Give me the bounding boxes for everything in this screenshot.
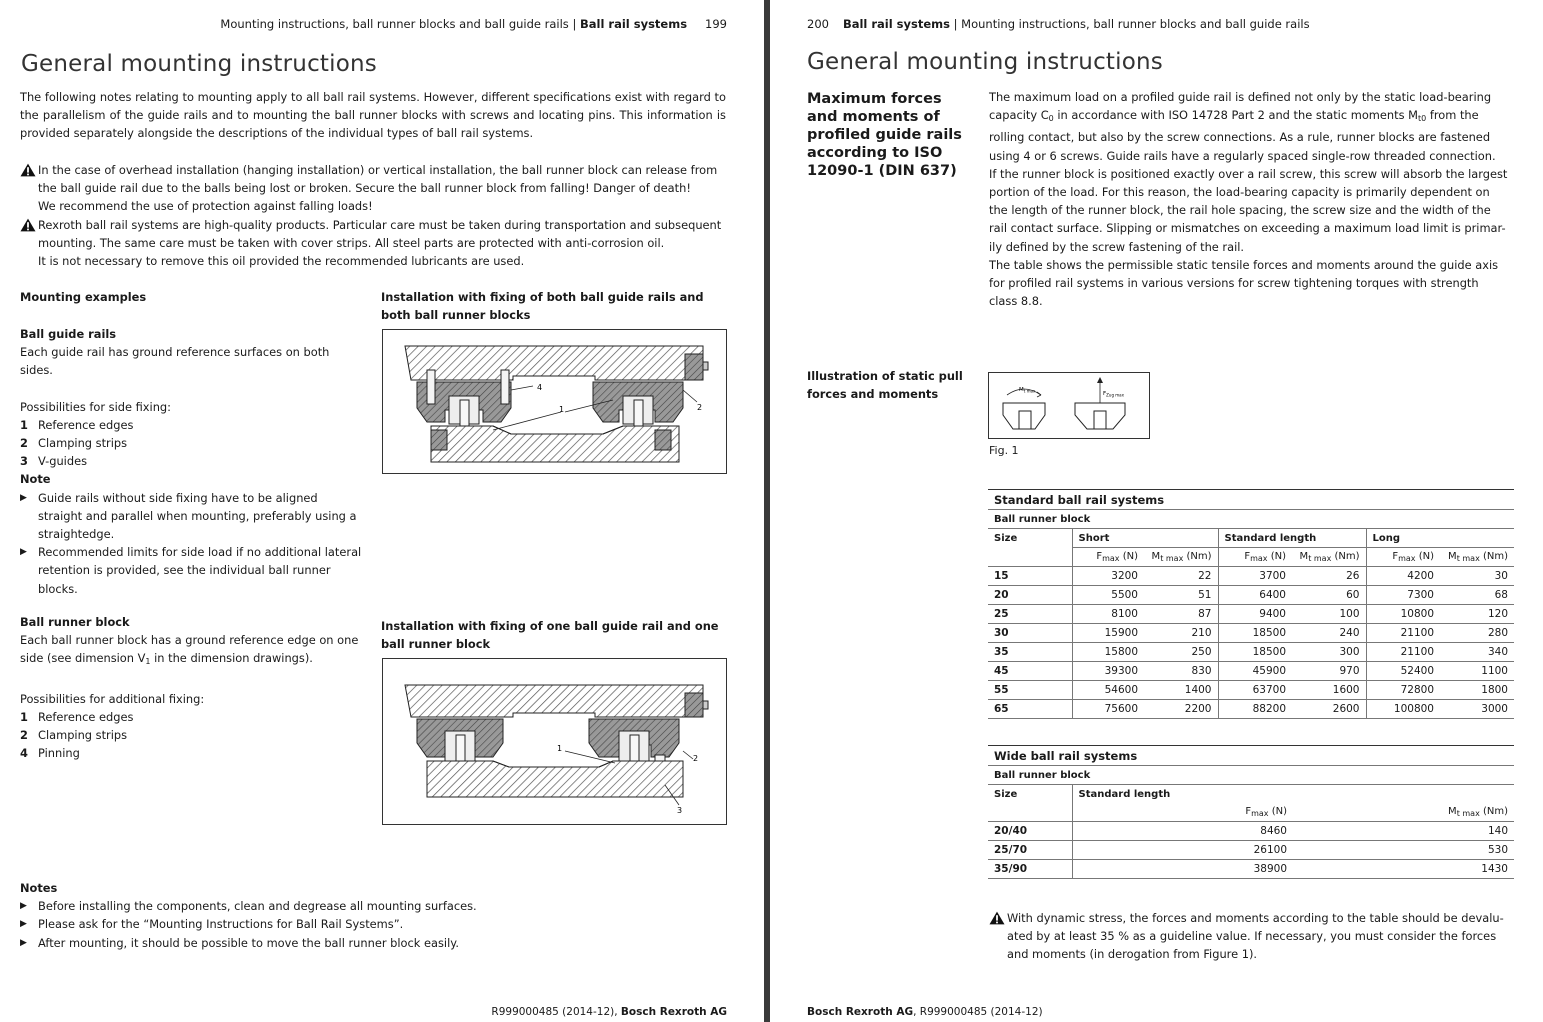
- cell-force: 38900: [1072, 860, 1293, 879]
- cell-moment: 240: [1292, 624, 1366, 643]
- subscript: 0: [1048, 114, 1054, 124]
- intro-paragraph: The following notes relating to mounting apply to all ball rail systems. However, different specifications exist with regard to the parallelism of the guide rails and to mounting the ball runner blocks with screws and locating pins. This information is provided separately alongside the descriptions of the individual types of ball rail systems.: [20, 90, 726, 141]
- table-row: [988, 681, 1514, 700]
- cell-moment: 1800: [1440, 681, 1514, 700]
- cell-moment: 2600: [1292, 700, 1366, 719]
- page-number: 199: [705, 17, 727, 31]
- list-item: [20, 489, 365, 544]
- fig1-drawing: [988, 372, 1150, 439]
- cell-moment: 250: [1144, 643, 1218, 662]
- cell-size: 30: [988, 624, 1072, 643]
- cell-force: 9400: [1218, 605, 1292, 624]
- text-part: in the dimension drawings).: [150, 651, 313, 666]
- callout-3: 3: [677, 806, 683, 815]
- right-page-header: [807, 17, 1310, 31]
- cell-force: 52400: [1366, 662, 1440, 681]
- item-number: 1: [20, 709, 28, 724]
- ball-runner-block-section: [20, 613, 365, 762]
- section-text: Each guide rail has ground reference surfaces on both sides.: [20, 345, 330, 378]
- header-chapter: | Mounting instructions, ball runner blocks and ball guide rails: [950, 17, 1310, 31]
- list-item: [20, 543, 365, 598]
- callout-2: 2: [697, 403, 703, 412]
- cell-force: 72800: [1366, 681, 1440, 700]
- warning-line: mounting. The same care must be taken with cover strips. All steel parts are protected with anti-corrosion oil.: [38, 235, 665, 250]
- cell-force: 4200: [1366, 567, 1440, 586]
- item-text: Recommended limits for side load if no additional lateral retention is provided, see the individual ball runner blocks.: [38, 545, 362, 596]
- cell-size: 45: [988, 662, 1072, 681]
- paragraph-line: ily defined by the screw fastening of the rail.: [989, 239, 1245, 254]
- column-group-header: Long: [1366, 529, 1514, 548]
- column-header-size: Size: [994, 788, 1018, 800]
- unit-header-f: $F_{max}$ (N): [1366, 548, 1440, 567]
- side-fixing-label: Possibilities for side fixing:: [20, 399, 171, 414]
- notes-heading: Notes: [20, 881, 58, 895]
- fig1-svg: [989, 373, 1149, 438]
- item-text: After mounting, it should be possible to move the ball runner block easily.: [38, 935, 459, 950]
- table-title: Standard ball rail systems: [988, 490, 1514, 510]
- max-forces-heading: Maximum forces and moments of profiled guide rails according to ISO 12090-1 (DIN 637): [807, 91, 962, 179]
- figure1-drawing: [382, 329, 727, 474]
- column-group-header: Standard length: [1218, 529, 1366, 548]
- callout-1: 1: [559, 405, 565, 414]
- cell-size: 35/90: [988, 860, 1072, 879]
- table-row: [988, 586, 1514, 605]
- cell-force: 15800: [1072, 643, 1144, 662]
- left-page-header: [220, 17, 727, 31]
- item-text: Reference edges: [38, 709, 134, 724]
- bullet-icon: ▶: [20, 901, 27, 912]
- table-row: [988, 822, 1514, 841]
- item-number: 2: [20, 436, 28, 451]
- list-item: [20, 708, 365, 726]
- footer-code: R999000485 (2014-12),: [491, 1006, 621, 1018]
- text-part: Each ball runner block has a ground reference edge on one side (see dimension V: [20, 633, 359, 666]
- cell-moment: 340: [1440, 643, 1514, 662]
- cell-force: 21100: [1366, 643, 1440, 662]
- max-forces-paragraph: [989, 88, 1524, 310]
- cell-force: 10800: [1366, 605, 1440, 624]
- ball-guide-rails-section: [20, 325, 365, 598]
- unit-header-row: [988, 803, 1514, 822]
- right-footer: [807, 1006, 1043, 1018]
- callout-2: 2: [693, 754, 699, 763]
- paragraph-line: for profiled rail systems in various versions for screw tightening torques with strength: [989, 276, 1479, 291]
- unit-header-m: $M_{t max}$ (Nm): [1293, 803, 1514, 822]
- table-row: [988, 605, 1514, 624]
- cell-moment: 1430: [1293, 860, 1514, 879]
- table-body: [988, 567, 1514, 719]
- figure2-svg: [383, 659, 726, 824]
- standard-ball-rail-table: [988, 489, 1514, 719]
- footer-code: , R999000485 (2014-12): [913, 1006, 1043, 1018]
- paragraph-line: [989, 106, 1524, 128]
- warning-line: With dynamic stress, the forces and moments according to the table should be devalu-: [1007, 911, 1504, 925]
- paragraph-line: rail contact surface. Slipping or mismatches on exceeding a maximum load limit is primar-: [989, 221, 1506, 236]
- cell-force: 100800: [1366, 700, 1440, 719]
- item-text: Please ask for the “Mounting Instructions for Ball Rail Systems”.: [38, 917, 404, 932]
- cell-force: 39300: [1072, 662, 1144, 681]
- cell-moment: 3000: [1440, 700, 1514, 719]
- paragraph-line: class 8.8.: [989, 294, 1043, 309]
- section-heading: Ball guide rails: [20, 327, 117, 341]
- column-header-size: Size: [994, 532, 1018, 544]
- cell-force: 88200: [1218, 700, 1292, 719]
- force-label: $F_{Zug max}$: [1103, 391, 1124, 398]
- subscript: 1: [145, 657, 151, 667]
- bullet-icon: ▶: [20, 547, 27, 558]
- item-text: Clamping strips: [38, 436, 128, 451]
- section-text: [20, 631, 365, 671]
- cell-size: 20/40: [988, 822, 1072, 841]
- notes-section: [20, 879, 720, 952]
- dynamic-stress-warning: [989, 909, 1524, 964]
- mounting-examples-heading: Mounting examples: [20, 290, 147, 304]
- list-item: [20, 434, 365, 452]
- cell-moment: 210: [1144, 624, 1218, 643]
- wide-ball-rail-table: [988, 745, 1514, 879]
- cell-moment: 60: [1292, 586, 1366, 605]
- item-number: 2: [20, 728, 28, 743]
- unit-header-row: [988, 548, 1514, 567]
- text-part: capacity C: [989, 108, 1049, 123]
- additional-fixing-label: Possibilities for additional fixing:: [20, 691, 205, 706]
- cell-force: 3700: [1218, 567, 1292, 586]
- figure2-drawing: [382, 658, 727, 825]
- unit-header-f: $F_{max}$ (N): [1072, 548, 1144, 567]
- figure1-caption: Installation with fixing of both ball guide rails and both ball runner blocks: [381, 290, 704, 323]
- page-title: General mounting instructions: [21, 51, 377, 77]
- cell-moment: 2200: [1144, 700, 1218, 719]
- cell-moment: 26: [1292, 567, 1366, 586]
- callout-1: 1: [557, 744, 563, 753]
- cell-moment: 970: [1292, 662, 1366, 681]
- table-row: [988, 643, 1514, 662]
- column-group-header: Short: [1072, 529, 1218, 548]
- warning-icon: [20, 216, 38, 234]
- item-text: Clamping strips: [38, 728, 128, 743]
- item-number: 1: [20, 417, 28, 432]
- cell-moment: 300: [1292, 643, 1366, 662]
- warning-line: Rexroth ball rail systems are high-quality products. Particular care must be taken during transportation and subsequent: [38, 217, 722, 232]
- unit-header-m: $M_{t max}$ (Nm): [1144, 548, 1218, 567]
- paragraph-line: The maximum load on a profiled guide rail is defined not only by the static load-bearing: [989, 90, 1492, 104]
- illustration-label: Illustration of static pull forces and moments: [807, 369, 963, 402]
- cell-size: 15: [988, 567, 1072, 586]
- cell-moment: 280: [1440, 624, 1514, 643]
- item-text: Before installing the components, clean and degrease all mounting surfaces.: [38, 899, 477, 914]
- warning-line: ated by at least 35 % as a guideline value. If necessary, you must consider the forces: [1007, 929, 1497, 944]
- side-fixing-list: [20, 416, 365, 471]
- item-number: 4: [20, 746, 28, 761]
- page-title: General mounting instructions: [807, 49, 1163, 75]
- table-subtitle: Ball runner block: [988, 510, 1514, 529]
- unit-header-f: $F_{max}$ (N): [1072, 803, 1293, 822]
- fig1-caption: Fig. 1: [989, 444, 1019, 457]
- cell-size: 65: [988, 700, 1072, 719]
- additional-fixing-list: [20, 708, 365, 763]
- cell-force: 45900: [1218, 662, 1292, 681]
- header-chapter: Mounting instructions, ball runner blocks and ball guide rails |: [220, 17, 580, 31]
- warning-line: and moments (in derogation from Figure 1).: [1007, 947, 1258, 962]
- bullet-icon: ▶: [20, 492, 27, 503]
- header-section: Ball rail systems: [580, 17, 688, 31]
- item-text: V-guides: [38, 454, 88, 469]
- table-title: Wide ball rail systems: [988, 746, 1514, 766]
- cell-moment: 140: [1293, 822, 1514, 841]
- table-row: [988, 700, 1514, 719]
- cell-force: 3200: [1072, 567, 1144, 586]
- cell-force: 18500: [1218, 643, 1292, 662]
- text-part: in accordance with ISO 14728 Part 2 and the static moments M: [1053, 108, 1418, 123]
- list-item: [20, 934, 720, 952]
- item-number: 3: [20, 454, 28, 469]
- cell-size: 20: [988, 586, 1072, 605]
- section-heading: Ball runner block: [20, 615, 130, 629]
- unit-header-m: $M_{t max}$ (Nm): [1440, 548, 1514, 567]
- cell-moment: 30: [1440, 567, 1514, 586]
- paragraph-line: the length of the runner block, the rail hole spacing, the screw size and the width of the: [989, 203, 1491, 218]
- item-text: Pinning: [38, 746, 80, 761]
- table-subtitle: Ball runner block: [988, 766, 1514, 785]
- cell-force: 7300: [1366, 586, 1440, 605]
- warning-overhead: [20, 161, 730, 270]
- paragraph-line: The table shows the permissible static tensile forces and moments around the guide axis: [989, 257, 1499, 272]
- warning-icon: [20, 161, 38, 179]
- right-page: [770, 0, 1543, 1022]
- cell-force: 6400: [1218, 586, 1292, 605]
- cell-force: 5500: [1072, 586, 1144, 605]
- warning-icon: [989, 909, 1007, 927]
- list-item: [20, 416, 365, 434]
- item-text: Guide rails without side fixing have to be aligned straight and parallel when mounting, preferably using a straightedge.: [38, 490, 357, 542]
- table-row: [988, 567, 1514, 586]
- cell-size: 25: [988, 605, 1072, 624]
- paragraph-line: rolling contact, but also by the screw connections. As a rule, runner blocks are fastened: [989, 130, 1491, 145]
- table-row: [988, 662, 1514, 681]
- cell-force: 18500: [1218, 624, 1292, 643]
- warning-line: We recommend the use of protection against falling loads!: [38, 199, 373, 214]
- moment-label: $M_{t max}$: [1019, 387, 1036, 394]
- list-item: [20, 726, 365, 744]
- bullet-icon: ▶: [20, 919, 27, 930]
- left-page: [0, 0, 764, 1022]
- cell-moment: 530: [1293, 841, 1514, 860]
- cell-moment: 51: [1144, 586, 1218, 605]
- cell-force: 8100: [1072, 605, 1144, 624]
- cell-moment: 120: [1440, 605, 1514, 624]
- table-row: [988, 841, 1514, 860]
- item-text: Reference edges: [38, 417, 134, 432]
- paragraph-line: If the runner block is positioned exactly over a rail screw, this screw will absorb the largest: [989, 166, 1508, 181]
- bullet-icon: ▶: [20, 937, 27, 948]
- cell-force: 21100: [1366, 624, 1440, 643]
- subscript: t0: [1417, 114, 1427, 124]
- left-footer: [491, 1006, 727, 1018]
- paragraph-line: portion of the load. For this reason, the load-bearing capacity is primarily dependent on: [989, 185, 1490, 200]
- warning-line: It is not necessary to remove this oil provided the recommended lubricants are used.: [38, 254, 525, 269]
- cell-size: 35: [988, 643, 1072, 662]
- cell-size: 25/70: [988, 841, 1072, 860]
- callout-4: 4: [537, 383, 543, 392]
- table-row: [988, 860, 1514, 879]
- cell-moment: 100: [1292, 605, 1366, 624]
- cell-size: 55: [988, 681, 1072, 700]
- table-row: [988, 624, 1514, 643]
- cell-force: 26100: [1072, 841, 1293, 860]
- paragraph-line: using 4 or 6 screws. Guide rails have a regularly spaced single-row threaded connection.: [989, 148, 1496, 163]
- note-list: [20, 489, 365, 598]
- cell-force: 15900: [1072, 624, 1144, 643]
- unit-header-m: $M_{t max}$ (Nm): [1292, 548, 1366, 567]
- header-section: Ball rail systems: [842, 17, 950, 31]
- column-group-header: Standard length: [1072, 785, 1514, 804]
- page-number: 200: [807, 17, 829, 31]
- table-body: [988, 822, 1514, 879]
- figure2-caption: Installation with fixing of one ball guide rail and one ball runner block: [381, 619, 719, 652]
- cell-moment: 1400: [1144, 681, 1218, 700]
- notes-list: [20, 897, 720, 952]
- list-item: [20, 897, 720, 915]
- cell-moment: 68: [1440, 586, 1514, 605]
- warning-line: the ball guide rail due to the balls being lost or broken. Secure the ball runner block from falling! Danger of death!: [38, 181, 691, 196]
- list-item: [20, 744, 365, 762]
- cell-force: 63700: [1218, 681, 1292, 700]
- cell-force: 8460: [1072, 822, 1293, 841]
- cell-moment: 87: [1144, 605, 1218, 624]
- note-label: Note: [20, 472, 51, 487]
- text-part: from the: [1426, 108, 1479, 123]
- cell-moment: 1100: [1440, 662, 1514, 681]
- list-item: [20, 452, 365, 470]
- footer-company: Bosch Rexroth AG: [620, 1006, 727, 1018]
- warning-line: In the case of overhead installation (hanging installation) or vertical installation, the ball runner block can release from: [38, 163, 718, 177]
- cell-moment: 830: [1144, 662, 1218, 681]
- cell-force: 54600: [1072, 681, 1144, 700]
- cell-moment: 22: [1144, 567, 1218, 586]
- cell-force: 75600: [1072, 700, 1144, 719]
- unit-header-f: $F_{max}$ (N): [1218, 548, 1292, 567]
- list-item: [20, 915, 720, 933]
- cell-moment: 1600: [1292, 681, 1366, 700]
- figure1-svg: [383, 330, 726, 473]
- footer-company: Bosch Rexroth AG: [807, 1006, 914, 1018]
